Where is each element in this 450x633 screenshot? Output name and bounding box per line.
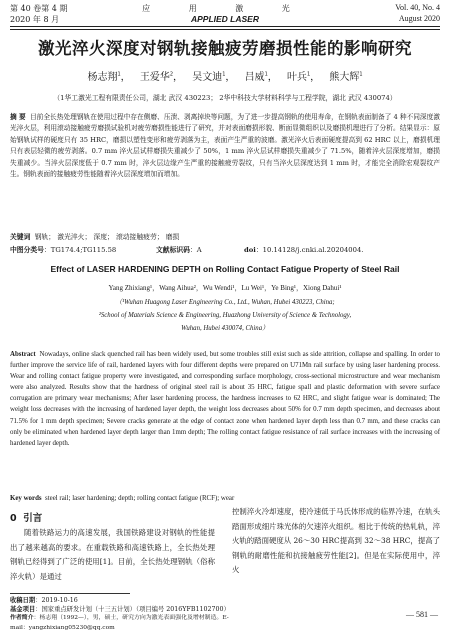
header-rule bbox=[10, 26, 440, 27]
affiliation-en-line3: Wuhan, Hubei 430074, China） bbox=[181, 325, 269, 332]
section-number: 0 bbox=[10, 513, 17, 524]
author-list-en: Yang Zhixiang¹，Wang Aihua²，Wu Wendi¹，Lu Wei¹，Ye Bing¹，Xiong Dahui¹ bbox=[108, 284, 342, 292]
journal-header-bottom bbox=[10, 14, 440, 25]
volume-cn: 第 40 卷第 4 期 bbox=[10, 4, 68, 13]
author-cn: 叶兵$^1$， bbox=[286, 71, 321, 83]
affiliation-cn: （1华工激光工程有限责任公司，湖北 武汉 430223； 2华中科技大学材料科学与工程学院，湖北 武汉 430074） bbox=[53, 94, 397, 102]
keywords-cn bbox=[10, 232, 440, 242]
clc-label: 中图分类号 bbox=[10, 246, 44, 254]
footnote-received: 收稿日期：2019-10-16 bbox=[10, 597, 78, 604]
author-cn: 王爱华$^2$， bbox=[139, 71, 184, 83]
page-number: — 581 — bbox=[406, 610, 438, 619]
section-title: 引言 bbox=[23, 513, 43, 524]
date-en: August 2020 bbox=[398, 14, 440, 23]
affiliation-en-line2: ²School of Materials Science & Engineering, Huazhong University of Science & Technology, bbox=[98, 312, 352, 319]
section-heading bbox=[10, 510, 42, 524]
paper-title-cn: 激光淬火深度对钢轨接触疲劳磨损性能的影响研究 bbox=[38, 39, 412, 58]
doi-value: 10.14128/j.cnki.al.20204004. bbox=[262, 246, 364, 254]
header-rule-thin bbox=[10, 29, 440, 30]
abstract-label-en: Abstract bbox=[10, 351, 36, 358]
author-cn: 熊大辉$^1$ bbox=[329, 71, 363, 83]
keywords-en bbox=[10, 495, 440, 502]
footnote-funding: 基金项目：国家重点研发计划（十三五计划）（项目编号 2016YFB1102700） bbox=[10, 606, 230, 613]
doc-code-value: A bbox=[196, 246, 202, 254]
volume-en: Vol. 40, No. 4 bbox=[395, 3, 440, 12]
keywords-label-en: Key words bbox=[10, 495, 42, 502]
keywords-text-cn: 钢轨； 激光淬火； 深度； 滚动接触疲劳； 磨损 bbox=[34, 233, 180, 241]
doi-label: doi bbox=[244, 246, 256, 254]
author-cn: 吴文迪$^1$， bbox=[192, 71, 236, 83]
abstract-text-en: Nowadays, online slack quenched rail has been widely used, but some troubles still exist such as side attrition, collapse and spalling. In order to further improve the service life of rail, hardened layers with four different depths were prepared on U71Mn rail surface by using laser hardening process. Wear and rolling contact fatigue property were investigated, and corresponding surface morphology, cross-sectional microstructure and wear mechanism were also analyzed. Results show that the hardness of original steel rail is about 35 HRC, fatigue spall and plastic deformation with severe surface corrugation are primary wear mechanisms; After laser hardening process, the hardness increases to 62 HRC, and slight fatigue wear is dominated; The weight loss decreases with the increasing of hardened layer depth, the weight loss decreases about 50% for 0.7 mm depth specimen, and decreases about 71.5% for 1 mm depth specimen; Severe cracks generate at the edge of contact zone when hardened layer depth less than 0.7 mm, and these cracks can only be eliminated when hardened layer depth larger than 1mm depth; The rolling contact fatigue resistance of rail surface increases with the increasing of hardened layer depth. bbox=[10, 351, 440, 447]
doc-code-label: 文献标识码 bbox=[156, 246, 190, 254]
keywords-text-en: steel rail; laser hardening; depth; rolling contact fatigue (RCF); wear bbox=[45, 495, 235, 502]
clc-value: TG174.4;TG115.58 bbox=[50, 246, 117, 254]
body-column-right: 控制淬火冷却速度，使冷速低于马氏体形成的临界冷速，在轨头踏面形成细片珠光体的欠速淬火组织。相比于传统的热轧轨，淬火轨的踏面硬度从 26～30 HRC提高到 32～38 HRC，提高了钢轨的耐磨性能和抗接触疲劳性能[2]。但是在实际使用中，淬火 bbox=[232, 507, 440, 575]
paper-title-en: Effect of LASER HARDENING DEPTH on Rolling Contact Fatigue Property of Steel Rail bbox=[50, 264, 400, 274]
date-cn: 2020 年 8 月 bbox=[10, 15, 60, 24]
abstract-label-cn: 摘 要 bbox=[10, 113, 26, 121]
footnote-author-bio: 作者简介：杨志翔（1992—），男，硕士，研究方向为激光表面强化及增材制造。E-mail：yangzhixiang05230@qq.com bbox=[10, 615, 229, 631]
author-list-cn bbox=[0, 68, 450, 83]
keywords-label-cn: 关键词 bbox=[10, 233, 31, 241]
abstract-en bbox=[10, 349, 440, 449]
body-column-left: 随着铁路运力的高速发展，我国铁路建设对钢轨的性能提出了越来越高的要求。在重载铁路和高速铁路上，全长热处理钢轨已经得到了广泛的使用[1]。目前，全长热处理钢轨（俗称淬火轨）是通过 bbox=[10, 528, 215, 581]
abstract-text-cn: 目前全长热处理钢轨在使用过程中存在侧磨、压溃、剥离掉块等问题，为了进一步提高钢轨的使用寿命，在钢轨表面制备了 4 种不同深度激光淬火层，利用滚动接触疲劳磨损试验机对疲劳磨损性能进行了研究，并对表面磨损形貌、断面显微组织以及磨损机理进行了分析。结果显示：原始钢轨试样的硬度只有 35 HRC，磨损以塑性变形和疲劳剥落为主，表面产生严重的波磨。激光淬火后表面硬度提高到 62 HRC 以上，磨损机理只有表层轻微的疲劳剥落。0.7 mm 淬火层试样磨损失重减少了 50%，1 mm 淬火层试样磨损失重减少了 71.5%，随着淬火层深度增加，磨损失重减少。当淬火层深度低于 0.7 mm 时，淬火层边缘产生严重的接触疲劳裂纹，只有当淬火层深度达到 1 mm 时，才能完全消除宏观裂纹产生。钢轨表面的接触疲劳性能随着淬火层深度增加而增加。 bbox=[10, 113, 440, 179]
author-cn: 吕威$^1$， bbox=[244, 71, 278, 83]
journal-name-cn: 应 用 激 光 bbox=[142, 4, 308, 13]
journal-name-en: APPLIED LASER bbox=[190, 14, 259, 24]
abstract-cn bbox=[10, 112, 440, 180]
footnote-rule bbox=[10, 593, 130, 594]
classification-row: 中图分类号：TG174.4;TG115.58 文献标识码：A doi：10.14128/j.cnki.al.20204004. bbox=[10, 246, 364, 254]
journal-header-top bbox=[10, 3, 440, 14]
author-cn: 杨志翔$^1$， bbox=[87, 71, 131, 83]
affiliation-en-line1: （¹Wuhan Huagong Laser Engineering Co., Ltd., Wuhan, Hubei 430223, China; bbox=[115, 299, 335, 306]
